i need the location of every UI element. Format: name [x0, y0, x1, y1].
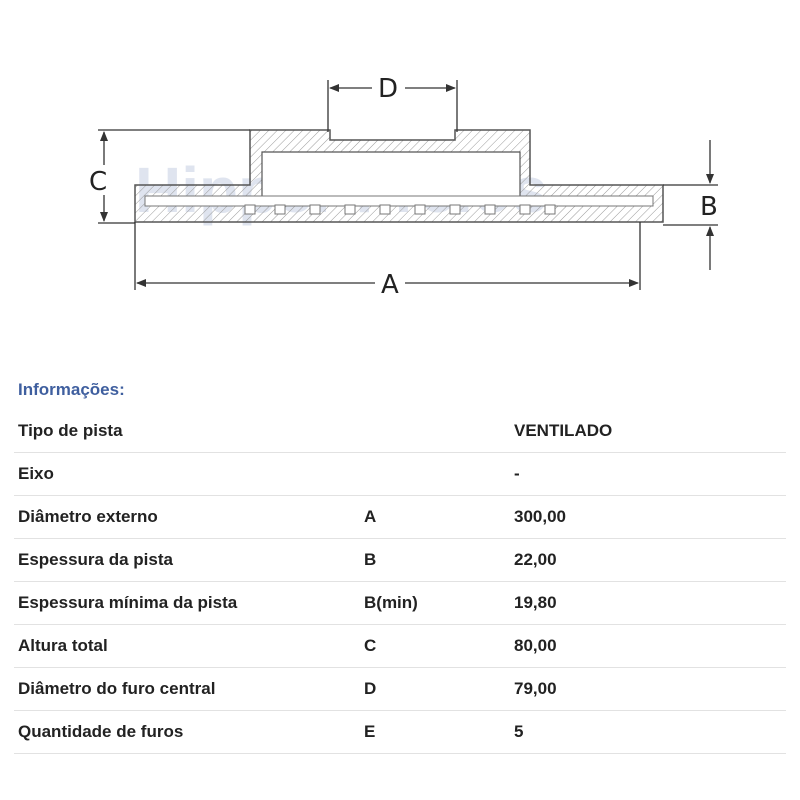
table-row	[14, 711, 786, 754]
table-row	[14, 539, 786, 582]
spec-code	[360, 410, 510, 453]
dimension-label-c: C	[89, 167, 108, 197]
dimension-label-d: D	[378, 74, 399, 104]
spec-value: 80,00	[510, 625, 786, 668]
spec-code: A	[360, 496, 510, 539]
table-row	[14, 496, 786, 539]
ventilation-channel	[145, 196, 653, 206]
spec-value: VENTILADO	[510, 410, 786, 453]
spec-name: Quantidade de furos	[14, 711, 360, 754]
table-row	[14, 453, 786, 496]
spec-table	[14, 410, 786, 754]
dimension-label-b: B	[700, 192, 718, 222]
dimension-label-a: A	[381, 270, 399, 300]
spec-name: Altura total	[14, 625, 360, 668]
spec-value: 300,00	[510, 496, 786, 539]
spec-name: Eixo	[14, 453, 360, 496]
spec-value: 79,00	[510, 668, 786, 711]
spec-code	[360, 453, 510, 496]
spec-name: Diâmetro do furo central	[14, 668, 360, 711]
spec-code: B	[360, 539, 510, 582]
table-row	[14, 410, 786, 453]
spec-code: B(min)	[360, 582, 510, 625]
spec-name: Diâmetro externo	[14, 496, 360, 539]
spec-value: 22,00	[510, 539, 786, 582]
spec-name: Espessura mínima da pista	[14, 582, 360, 625]
spec-value: 5	[510, 711, 786, 754]
info-heading: Informações:	[18, 380, 125, 399]
brake-disc-diagram	[0, 0, 800, 320]
spec-name: Espessura da pista	[14, 539, 360, 582]
spec-code: E	[360, 711, 510, 754]
table-row	[14, 625, 786, 668]
spec-value: 19,80	[510, 582, 786, 625]
spec-code: D	[360, 668, 510, 711]
spec-value: -	[510, 453, 786, 496]
spec-name: Tipo de pista	[14, 410, 360, 453]
spec-code: C	[360, 625, 510, 668]
table-row	[14, 668, 786, 711]
table-row	[14, 582, 786, 625]
